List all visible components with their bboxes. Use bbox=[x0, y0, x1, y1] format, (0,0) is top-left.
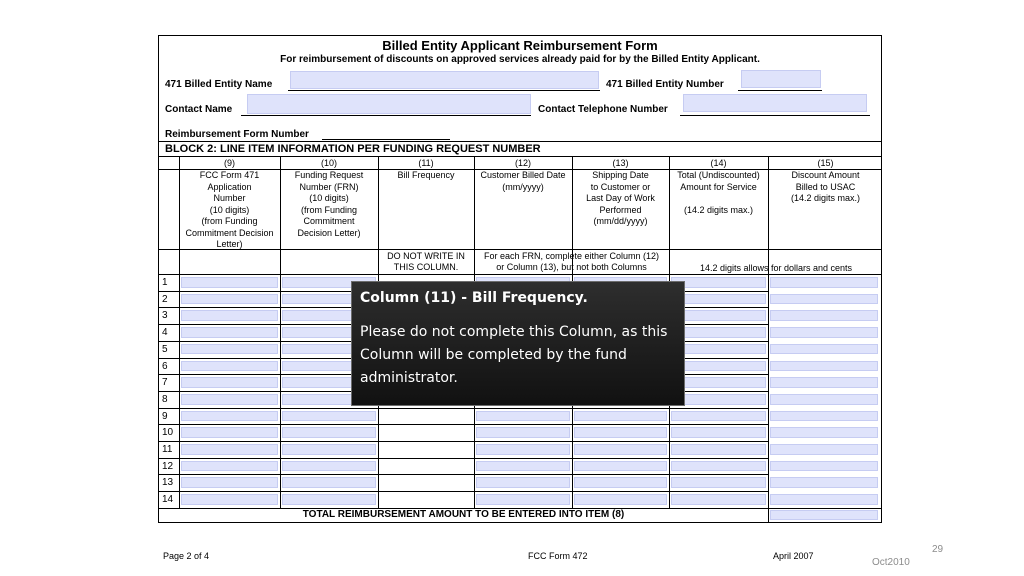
note-do-not-write: DO NOT WRITE IN THIS COLUMN. bbox=[387, 251, 465, 272]
total-amount-cell[interactable] bbox=[671, 411, 766, 422]
total-amount-cell[interactable] bbox=[671, 277, 766, 288]
colnum-14: (14) bbox=[710, 158, 727, 168]
row-number: 4 bbox=[162, 327, 168, 339]
footer-page: Page 2 of 4 bbox=[163, 551, 210, 561]
application-number-cell[interactable] bbox=[181, 310, 278, 321]
row-rule bbox=[159, 424, 768, 425]
discount-amount-cell[interactable] bbox=[770, 461, 878, 472]
form-subtitle: For reimbursement of discounts on approved services already paid for by the Billed Entity Applicant. bbox=[280, 54, 760, 65]
total-amount-cell[interactable] bbox=[671, 310, 766, 321]
colnum-13: (13) bbox=[612, 158, 629, 168]
entity-name-label: 471 Billed Entity Name bbox=[165, 79, 273, 90]
billed-date-cell[interactable] bbox=[476, 411, 570, 422]
total-label: TOTAL REIMBURSEMENT AMOUNT TO BE ENTERED INTO ITEM (8) bbox=[302, 509, 625, 520]
colhead-shipping-date: Shipping Date to Customer or Last Day of Work Performed (mm/dd/yyyy) bbox=[586, 170, 655, 226]
shipping-date-cell[interactable] bbox=[574, 427, 667, 438]
colnum-9: (9) bbox=[224, 158, 235, 168]
colnum-11: (11) bbox=[418, 158, 434, 168]
total-amount-cell[interactable] bbox=[671, 327, 766, 338]
entity-number-label: 471 Billed Entity Number bbox=[606, 79, 724, 90]
total-amount-cell[interactable] bbox=[671, 477, 766, 488]
slide-number: 29 bbox=[932, 544, 944, 555]
frn-cell[interactable] bbox=[282, 461, 376, 472]
row-rule bbox=[159, 441, 768, 442]
row-number: 13 bbox=[162, 477, 174, 489]
row-number: 10 bbox=[162, 427, 174, 439]
contact-name-underline bbox=[241, 115, 531, 116]
reimbursement-form bbox=[158, 35, 882, 523]
note-frn: For each FRN, complete either Column (12) or Column (13), but not both Columns bbox=[483, 251, 660, 272]
discount-amount-cell[interactable] bbox=[770, 494, 878, 505]
shipping-date-cell[interactable] bbox=[574, 411, 667, 422]
discount-amount-cell[interactable] bbox=[770, 277, 878, 288]
reimbursement-number-underline bbox=[322, 139, 450, 140]
total-amount-cell[interactable] bbox=[671, 344, 766, 355]
discount-amount-cell[interactable] bbox=[770, 327, 878, 338]
frn-cell[interactable] bbox=[282, 477, 376, 488]
application-number-cell[interactable] bbox=[181, 477, 278, 488]
application-number-cell[interactable] bbox=[181, 361, 278, 372]
row-number: 7 bbox=[162, 377, 168, 389]
row-number: 9 bbox=[162, 410, 168, 422]
discount-amount-cell[interactable] bbox=[770, 427, 878, 438]
entity-number-field[interactable] bbox=[741, 70, 821, 88]
shipping-date-cell[interactable] bbox=[574, 444, 667, 455]
footer-date: April 2007 bbox=[773, 551, 814, 561]
frn-cell[interactable] bbox=[282, 444, 376, 455]
row-number: 5 bbox=[162, 343, 168, 355]
row-number: 1 bbox=[162, 277, 168, 288]
billed-date-cell[interactable] bbox=[476, 477, 570, 488]
entity-name-field[interactable] bbox=[290, 71, 599, 89]
total-amount-cell[interactable] bbox=[671, 461, 766, 472]
total-amount-cell[interactable] bbox=[671, 427, 766, 438]
contact-name-label: Contact Name bbox=[165, 104, 233, 115]
discount-amount-cell[interactable] bbox=[770, 344, 878, 355]
application-number-cell[interactable] bbox=[181, 377, 278, 388]
row-number: 6 bbox=[162, 360, 168, 372]
colhead-total-amount: Total (Undiscounted) Amount for Service (14.2 digits max.) bbox=[677, 170, 760, 215]
application-number-cell[interactable] bbox=[181, 327, 278, 338]
callout-box bbox=[351, 281, 685, 406]
colhead-billed-date: Customer Billed Date (mm/yyyy) bbox=[480, 170, 566, 192]
row-rule bbox=[159, 408, 768, 409]
row-rule bbox=[159, 474, 768, 475]
contact-phone-label: Contact Telephone Number bbox=[538, 104, 668, 115]
row-number: 3 bbox=[162, 310, 168, 322]
billed-date-cell[interactable] bbox=[476, 494, 570, 505]
frn-cell[interactable] bbox=[282, 494, 376, 505]
discount-amount-cell[interactable] bbox=[770, 477, 878, 488]
application-number-cell[interactable] bbox=[181, 294, 278, 305]
form-title: Billed Entity Applicant Reimbursement Form bbox=[382, 38, 658, 53]
billed-date-cell[interactable] bbox=[476, 427, 570, 438]
colnum-12: (12) bbox=[514, 158, 531, 168]
block2-top-rule bbox=[159, 141, 881, 142]
application-number-cell[interactable] bbox=[181, 494, 278, 505]
total-amount-cell[interactable] bbox=[671, 294, 766, 305]
reimbursement-number-label: Reimbursement Form Number bbox=[165, 129, 309, 140]
total-amount-cell[interactable] bbox=[671, 394, 766, 405]
colhead-discount-amount: Discount Amount Billed to USAC (14.2 digits max.) bbox=[790, 170, 861, 203]
discount-amount-cell[interactable] bbox=[770, 394, 878, 405]
total-amount-field[interactable] bbox=[770, 510, 878, 520]
contact-phone-underline bbox=[680, 115, 870, 116]
row-number: 14 bbox=[162, 494, 174, 506]
col-line bbox=[768, 156, 769, 522]
row-number: 12 bbox=[162, 460, 174, 472]
shipping-date-cell[interactable] bbox=[574, 461, 667, 472]
frn-cell[interactable] bbox=[282, 411, 376, 422]
application-number-cell[interactable] bbox=[181, 461, 278, 472]
note-rule bbox=[159, 274, 881, 275]
application-number-cell[interactable] bbox=[181, 394, 278, 405]
entity-name-underline bbox=[288, 90, 600, 91]
shipping-date-cell[interactable] bbox=[574, 477, 667, 488]
total-amount-cell[interactable] bbox=[671, 377, 766, 388]
colhead-bill-frequency: Bill Frequency bbox=[397, 170, 455, 180]
frn-cell[interactable] bbox=[282, 427, 376, 438]
billed-date-cell[interactable] bbox=[476, 444, 570, 455]
row-number: 2 bbox=[162, 293, 168, 305]
discount-amount-cell[interactable] bbox=[770, 377, 878, 388]
application-number-cell[interactable] bbox=[181, 277, 278, 288]
application-number-cell[interactable] bbox=[181, 344, 278, 355]
row-rule bbox=[159, 458, 768, 459]
total-amount-cell[interactable] bbox=[671, 494, 766, 505]
application-number-cell[interactable] bbox=[181, 444, 278, 455]
block2-title: BLOCK 2: LINE ITEM INFORMATION PER FUNDING REQUEST NUMBER bbox=[165, 143, 541, 155]
slide-date: Oct2010 bbox=[872, 557, 910, 568]
billed-date-cell[interactable] bbox=[476, 461, 570, 472]
contact-name-field[interactable] bbox=[247, 94, 531, 114]
row-rule bbox=[159, 491, 768, 492]
application-number-cell[interactable] bbox=[181, 427, 278, 438]
footer-form-name: FCC Form 472 bbox=[528, 551, 588, 561]
discount-amount-cell[interactable] bbox=[770, 361, 878, 372]
note-digits: 14.2 digits allows for dollars and cents bbox=[699, 263, 853, 273]
block2-bottom-rule bbox=[159, 156, 881, 157]
colnum-10: (10) bbox=[320, 158, 337, 168]
colnum-15: (15) bbox=[817, 158, 834, 168]
colhead-application-number: FCC Form 471 Application Number (10 digits) (from Funding Commitment Decision Letter) bbox=[185, 170, 274, 249]
callout-body: Please do not complete this Column, as this Column will be completed by the fund administrator. bbox=[360, 324, 668, 386]
discount-amount-cell[interactable] bbox=[770, 310, 878, 321]
contact-phone-field[interactable] bbox=[683, 94, 867, 112]
total-amount-cell[interactable] bbox=[671, 361, 766, 372]
colhead-frn: Funding Request Number (FRN) (10 digits) (from Funding Commitment Decision Letter) bbox=[294, 170, 364, 238]
discount-amount-cell[interactable] bbox=[770, 411, 878, 422]
callout-title: Column (11) - Bill Frequency. bbox=[360, 290, 588, 306]
entity-number-underline bbox=[738, 90, 822, 91]
shipping-date-cell[interactable] bbox=[574, 494, 667, 505]
discount-amount-cell[interactable] bbox=[770, 294, 878, 305]
row-number: 8 bbox=[162, 393, 168, 405]
application-number-cell[interactable] bbox=[181, 411, 278, 422]
discount-amount-cell[interactable] bbox=[770, 444, 878, 455]
row-number: 11 bbox=[162, 444, 173, 455]
total-amount-cell[interactable] bbox=[671, 444, 766, 455]
